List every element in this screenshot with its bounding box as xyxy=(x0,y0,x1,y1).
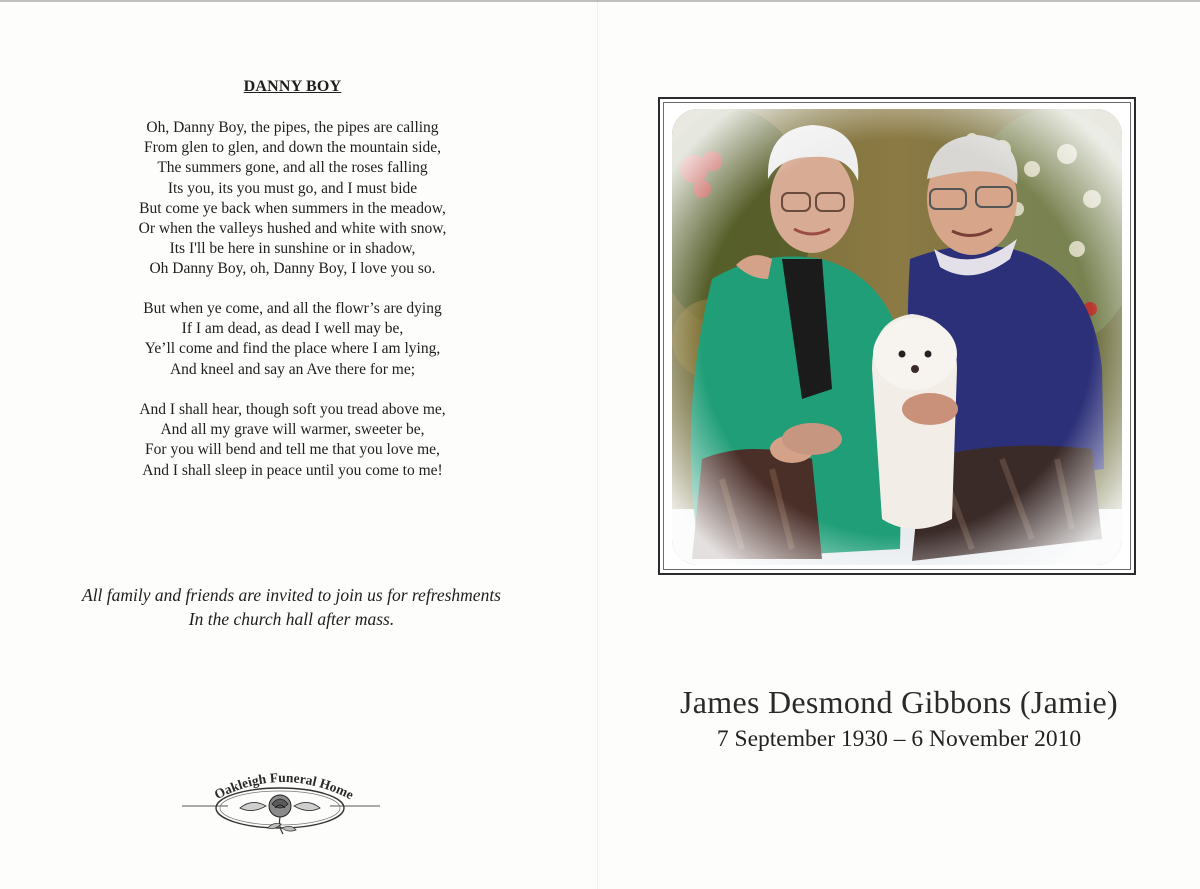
poem-stanza-3 xyxy=(40,400,545,481)
poem-line: And I shall sleep in peace until you come to me! xyxy=(142,461,443,479)
invitation-line-1: All family and friends are invited to join us for refreshments xyxy=(82,585,501,605)
poem-line: Ye’ll come and find the place where I am lying, xyxy=(144,340,441,358)
rose-emblem-icon xyxy=(180,762,385,840)
poem-title: DANNY BOY xyxy=(243,78,342,95)
logo-text: Oakleigh Funeral Home xyxy=(211,769,357,803)
poem-line: For you will bend and tell me that you love me, xyxy=(145,441,440,459)
poem-line: Its I'll be here in sunshine or in shadow, xyxy=(169,240,416,258)
page-fold xyxy=(597,0,598,889)
invitation-line-2: In the church hall after mass. xyxy=(188,609,395,629)
poem-line: Oh Danny Boy, oh, Danny Boy, I love you so. xyxy=(149,260,436,278)
poem-stanza-1 xyxy=(40,118,545,280)
refreshments-invitation xyxy=(0,583,583,631)
poem-line: If I am dead, as dead I well may be, xyxy=(181,320,404,338)
life-dates: 7 September 1930 – 6 November 2010 xyxy=(716,726,1082,752)
funeral-home-logo xyxy=(180,762,385,840)
poem-line: And I shall hear, though soft you tread above me, xyxy=(139,401,446,418)
poem-line: But come ye back when summers in the meadow, xyxy=(139,199,446,217)
poem-line: And all my grave will warmer, sweeter be, xyxy=(160,421,425,439)
poem-line: And kneel and say an Ave there for me; xyxy=(169,360,416,378)
page-top-edge xyxy=(0,0,1200,2)
memorial-photo-frame xyxy=(658,97,1136,575)
poem-stanza-2 xyxy=(40,299,545,380)
poem-line: Oh, Danny Boy, the pipes, the pipes are calling xyxy=(146,119,439,136)
couple-with-dog-photo xyxy=(672,109,1122,565)
memorial-photo xyxy=(672,109,1122,565)
poem-line: Its you, its you must go, and I must bide xyxy=(167,179,418,197)
poem-line: The summers gone, and all the roses falling xyxy=(157,159,428,177)
poem-line: But when ye come, and all the flowr’s are dying xyxy=(143,300,442,317)
deceased-name: James Desmond Gibbons (Jamie) xyxy=(680,684,1118,720)
poem-line: Or when the valleys hushed and white with snow, xyxy=(138,220,447,238)
poem-line: From glen to glen, and down the mountain side, xyxy=(143,139,442,157)
